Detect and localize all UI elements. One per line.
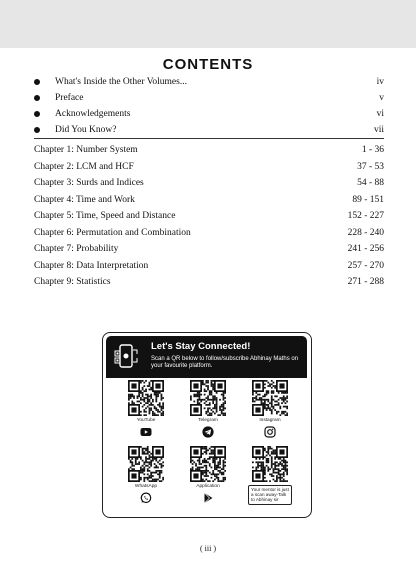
front-matter-item[interactable]: [34, 74, 384, 90]
front-matter-item[interactable]: [34, 122, 384, 138]
bullet-icon: [34, 79, 40, 85]
chapter-item[interactable]: [34, 274, 384, 291]
youtube-icon[interactable]: [140, 426, 152, 438]
chapter-item[interactable]: [34, 241, 384, 258]
chapter-pages: 54 - 88: [357, 178, 384, 188]
chapter-label: Chapter 3: Surds and Indices: [34, 178, 144, 188]
platform-label: Application: [196, 484, 220, 489]
bullet-icon: [34, 127, 40, 133]
front-matter-label: What's Inside the Other Volumes...: [55, 77, 187, 87]
chapter-item[interactable]: [34, 159, 384, 176]
card-title: Let's Stay Connected!: [151, 341, 251, 352]
front-matter-label: Did You Know?: [55, 125, 117, 135]
front-matter-page: vi: [376, 109, 384, 119]
chapter-item[interactable]: [34, 175, 384, 192]
chapter-pages: 241 - 256: [347, 244, 384, 254]
application-tile[interactable]: [183, 446, 233, 504]
chapter-pages: 257 - 270: [347, 260, 384, 271]
chapter-item[interactable]: [34, 208, 384, 225]
chapter-label: Chapter 9: Statistics: [34, 277, 111, 287]
top-bar: [0, 0, 416, 48]
qr-code-icon[interactable]: [252, 380, 288, 416]
chapter-label: Chapter 5: Time, Speed and Distance: [34, 211, 176, 221]
qr-code-icon[interactable]: [128, 380, 164, 416]
chapter-item[interactable]: [34, 258, 384, 275]
card-header: [106, 336, 307, 378]
youtube-tile[interactable]: [121, 380, 171, 438]
front-matter-item[interactable]: [34, 90, 384, 106]
chapter-label: Chapter 1: Number System: [34, 145, 138, 155]
chapter-pages: 228 - 240: [347, 227, 384, 238]
platform-label: Instagram: [259, 418, 281, 423]
front-matter-page: iv: [376, 77, 384, 87]
mentor-note: Your mentor is just a scan away-Talk to Abhinay sir: [248, 485, 292, 505]
whatsapp-icon[interactable]: [140, 492, 152, 504]
front-matter-label: Preface: [55, 93, 84, 103]
chapter-item[interactable]: [34, 142, 384, 159]
qr-code-icon[interactable]: [252, 446, 288, 482]
chapter-label: Chapter 8: Data Interpretation: [34, 260, 149, 271]
card-subtitle: Scan a QR below to follow/subscribe Abhinay Maths on your favourite platform.: [151, 356, 299, 369]
chapter-pages: 271 - 288: [347, 277, 384, 287]
front-matter-page: v: [379, 93, 384, 103]
front-matter-page: vii: [373, 125, 384, 135]
qr-code-icon[interactable]: [190, 446, 226, 482]
chapter-pages: 1 - 36: [361, 145, 384, 155]
chapter-pages: 37 - 53: [357, 161, 384, 172]
chapter-label: Chapter 7: Probability: [34, 244, 119, 254]
chapter-label: Chapter 6: Permutation and Combination: [34, 227, 191, 238]
qr-code-icon[interactable]: [128, 446, 164, 482]
front-matter-item[interactable]: [34, 106, 384, 122]
chapter-list: [34, 142, 384, 291]
platform-label: WhatsApp: [134, 484, 158, 489]
stay-connected-card: [102, 332, 312, 518]
chapter-pages: 89 - 151: [352, 194, 384, 205]
play-store-icon[interactable]: [202, 492, 214, 504]
whatsapp-tile[interactable]: [121, 446, 171, 504]
front-matter-label: Acknowledgements: [55, 109, 131, 119]
instagram-tile[interactable]: [245, 380, 295, 438]
page-number: ( iii ): [200, 544, 216, 553]
chapter-pages: 152 - 227: [347, 211, 384, 221]
section-divider: [34, 138, 384, 139]
qr-code-icon[interactable]: [190, 380, 226, 416]
bullet-icon: [34, 111, 40, 117]
platform-label: Telegram: [198, 418, 218, 423]
telegram-icon[interactable]: [202, 426, 214, 438]
mentor-tile[interactable]: [245, 446, 295, 505]
chapter-item[interactable]: [34, 225, 384, 242]
page-title: CONTENTS: [162, 56, 254, 73]
telegram-tile[interactable]: [183, 380, 233, 438]
chapter-item[interactable]: [34, 192, 384, 209]
platform-label: YouTube: [136, 418, 156, 423]
bullet-icon: [34, 95, 40, 101]
phone-qr-icon: [114, 344, 138, 368]
front-matter-list: [34, 74, 384, 138]
instagram-icon[interactable]: [264, 426, 276, 438]
chapter-label: Chapter 4: Time and Work: [34, 194, 135, 205]
chapter-label: Chapter 2: LCM and HCF: [34, 161, 134, 172]
